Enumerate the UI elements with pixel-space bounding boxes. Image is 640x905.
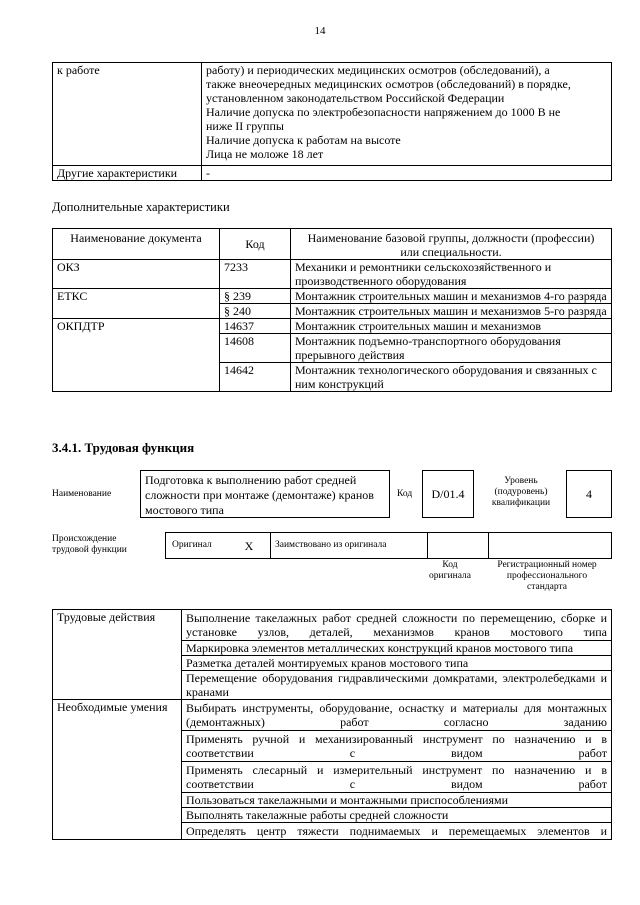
table-row [53, 63, 612, 166]
additional-characteristics-table [52, 228, 612, 392]
section-subtitle: Дополнительные характеристики [52, 200, 230, 214]
code-original-caption: Код оригинала [429, 560, 471, 581]
labor-function-table [52, 609, 612, 840]
table-header-row [53, 229, 612, 260]
qualification-level-box [566, 470, 612, 518]
text-line: Применять слесарный и измерительный инструмент по назначению и в соответствии с видом работ [186, 763, 607, 791]
column-header: Наименование документа [53, 229, 220, 260]
text-line: ниже II группы [206, 119, 284, 133]
action-item [182, 671, 612, 700]
origin-original: Оригинал [166, 533, 229, 559]
origin-reg-cell [489, 533, 612, 559]
cell-doc: ОКЗ [53, 260, 220, 289]
text-line: Перемещение оборудования гидравлическими домкратами, электролебедками и кранами [186, 671, 607, 699]
reg-number-caption: Регистрационный номер профессионального стандарта [497, 560, 597, 592]
text-line: Лица не моложе 18 лет [206, 147, 324, 161]
row-value: - [202, 166, 612, 181]
cell-name: Монтажник строительных машин и механизмов 5-го разряда [291, 304, 612, 319]
function-name-label: Наименование [52, 489, 112, 499]
cell-code: § 240 [220, 304, 291, 319]
skill-item [182, 731, 612, 762]
column-header: Код [220, 229, 291, 260]
cell-name: Монтажник строительных машин и механизмов 4-го разряда [291, 289, 612, 304]
skill-item [182, 762, 612, 793]
table-row [53, 166, 612, 181]
origin-borrowed: Заимствовано из оригинала [271, 533, 428, 559]
cell-name: Монтажник строительных машин и механизмов [291, 319, 612, 334]
page-number: 14 [314, 25, 326, 37]
text-line: Наличие допуска по электробезопасности напряжением до 1000 В не [206, 105, 561, 119]
function-name-box [140, 470, 390, 518]
table-row [53, 260, 612, 289]
row-label: Другие характеристики [53, 166, 202, 181]
function-name-value: Подготовка к выполнению работ средней сложности при монтаже (демонтаже) кранов мостового типа [145, 473, 374, 517]
table-row [53, 319, 612, 334]
cell-doc: ОКПДТР [53, 319, 220, 392]
section-title: 3.4.1. Трудовая функция [52, 440, 195, 455]
qualification-level-label: Уровень (подуровень) квалификации [491, 476, 551, 508]
origin-mark: X [228, 533, 271, 559]
function-code-label: Код [397, 489, 413, 499]
skill-item: Выполнять такелажные работы средней сложности [182, 808, 612, 823]
cell-name: Монтажник технологического оборудования и связанных с ним конструкций [291, 363, 612, 392]
actions-label: Трудовые действия [53, 610, 182, 700]
table-row [53, 700, 612, 731]
origin-code-cell [428, 533, 489, 559]
cell-name: Механики и ремонтники сельскохозяйственного и производственного оборудования [291, 260, 612, 289]
function-code-box [422, 470, 474, 518]
table-row [53, 610, 612, 641]
cell-code: § 239 [220, 289, 291, 304]
skill-item [182, 823, 612, 840]
function-code-value: D/01.4 [431, 487, 465, 501]
row-value [202, 63, 612, 166]
origin-table [165, 532, 612, 559]
text-line: Выбирать инструменты, оборудование, оснастку и материалы для монтажных (демонтажных) работ согласно заданию [186, 701, 607, 729]
cell-doc: ЕТКС [53, 289, 220, 319]
skills-label: Необходимые умения [53, 700, 182, 840]
text-line: Применять ручной и механизированный инструмент по назначению и в соответствии с видом работ [186, 732, 607, 760]
text-line: Наличие допуска к работам на высоте [206, 133, 401, 147]
action-item [182, 610, 612, 641]
origin-label: Происхождение трудовой функции [52, 534, 127, 555]
table-row [166, 533, 612, 559]
cell-code: 14642 [220, 363, 291, 392]
text-line: Определять центр тяжести поднимаемых и перемещаемых элементов и [186, 824, 607, 838]
skill-item: Пользоваться такелажными и монтажными приспособлениями [182, 793, 612, 808]
action-item: Маркировка элементов металлических конструкций кранов мостового типа [182, 641, 612, 656]
text-line: работу) и периодических медицинских осмотров (обследований), а [206, 63, 550, 77]
text-line: Выполнение такелажных работ средней сложности по перемещению, сборке и установке узлов, деталей, механизмов кранов мостового типа [186, 611, 607, 639]
qualification-requirements-table [52, 62, 612, 181]
action-item: Разметка деталей монтируемых кранов мостового типа [182, 656, 612, 671]
cell-name: Монтажник подъемно-транспортного оборудования прерывного действия [291, 334, 612, 363]
text-line: также внеочередных медицинских осмотров (обследований) в порядке, [206, 77, 571, 91]
table-row [53, 289, 612, 304]
row-label: к работе [53, 63, 202, 166]
qualification-level-value: 4 [586, 487, 592, 501]
text-line: установленном законодательством Российской Федерации [206, 91, 505, 105]
column-header: Наименование базовой группы, должности (профессии) или специальности. [291, 229, 612, 260]
skill-item [182, 700, 612, 731]
cell-code: 14637 [220, 319, 291, 334]
cell-code: 14608 [220, 334, 291, 363]
cell-code: 7233 [220, 260, 291, 289]
